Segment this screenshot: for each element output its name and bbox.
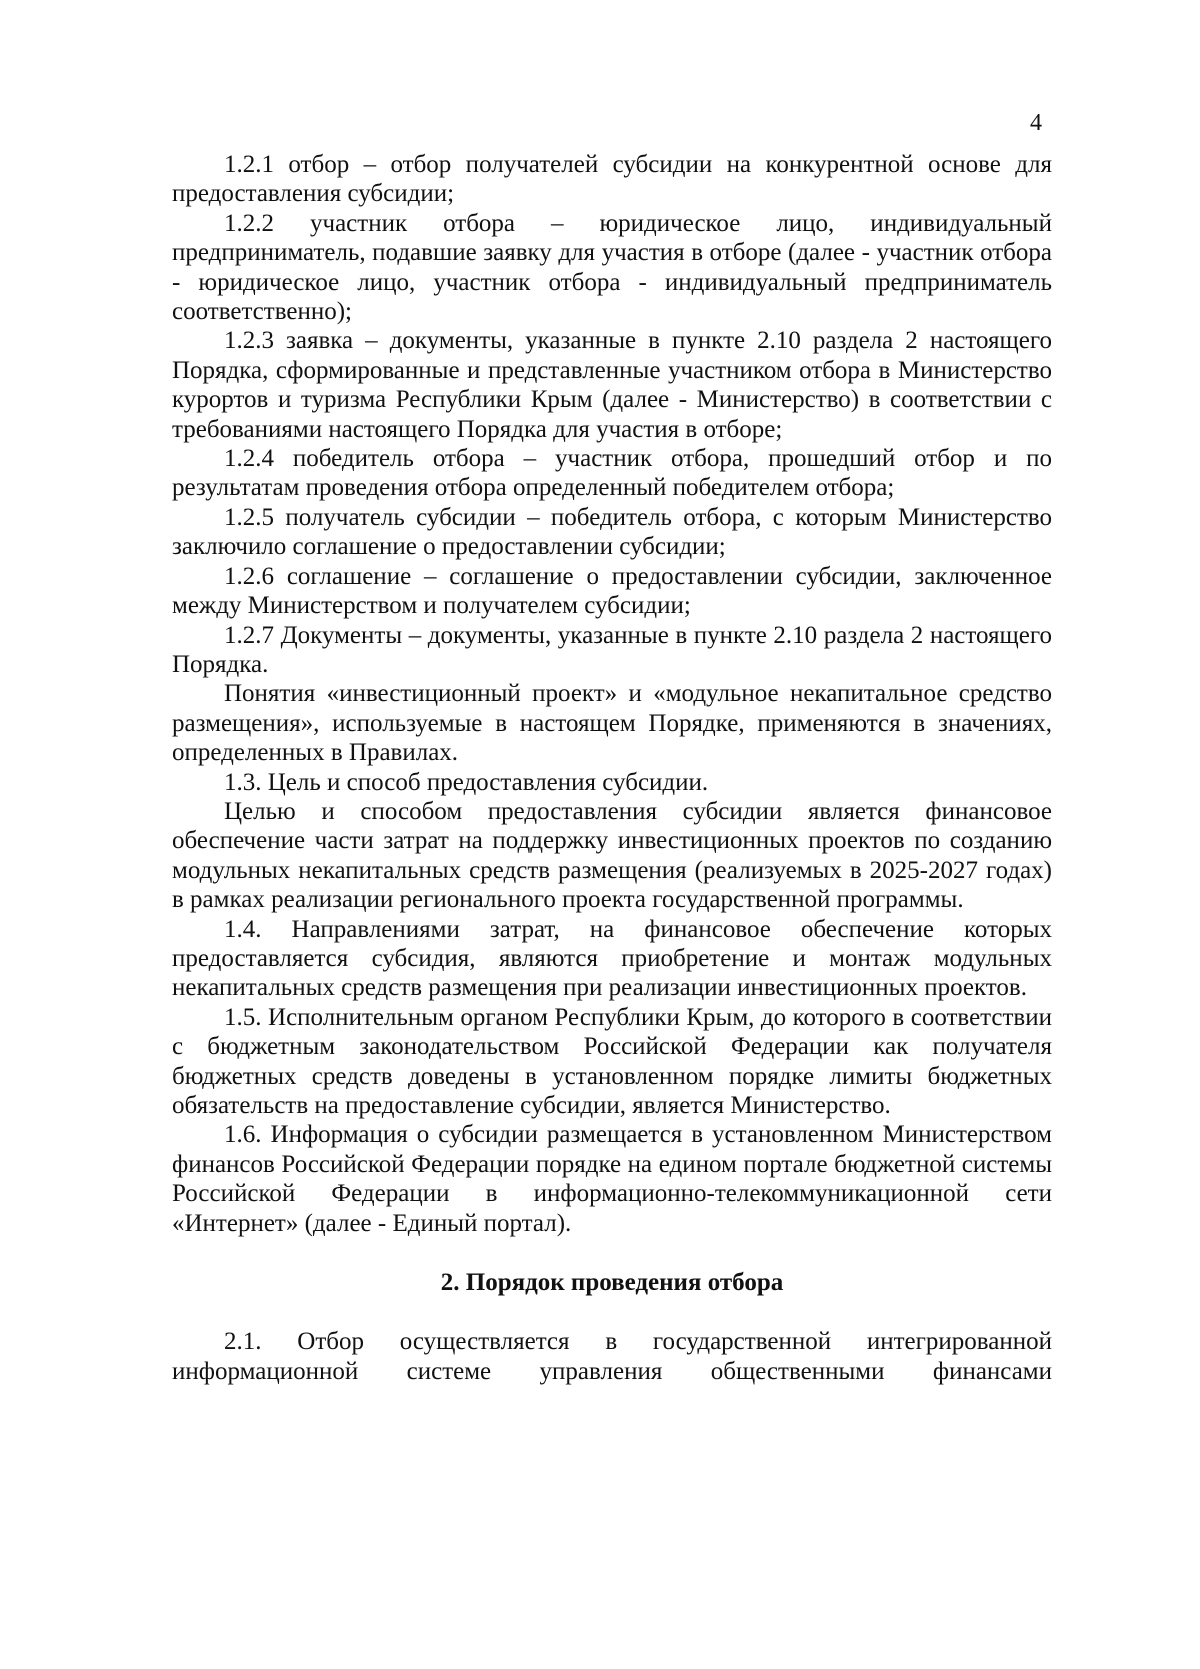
page-number: 4 xyxy=(1030,110,1042,136)
section-heading: 2. Порядок проведения отбора xyxy=(440,1269,784,1297)
paragraph-1-5: 1.5. Исполнительным органом Республики Крым, до которого в соответствии с бюджетным законодательством Российской Федерации как получателя бюджетных средств доведены в установленном порядке лимиты бюджетных обязательств на предоставление субсидии, является Министерство. xyxy=(172,1003,1052,1119)
paragraph-1-6: 1.6. Информация о субсидии размещается в установленном Министерством финансов Российской Федерации порядке на едином портале бюджетной системы Российской Федерации в информационно-телекоммуникационной сети «Интернет» (далее - Единый портал). xyxy=(172,1121,1052,1237)
paragraph-1-2-4: 1.2.4 победитель отбора – участник отбора, прошедший отбор и по результатам проведения отбора определенный победителем отбора; xyxy=(172,445,1052,502)
paragraph-1-2-3: 1.2.3 заявка – документы, указанные в пункте 2.10 раздела 2 настоящего Порядка, сформированные и представленные участником отбора в Министерство курортов и туризма Республики Крым (далее - Министерство) в соответствии с требованиями настоящего Порядка для участия в отборе; xyxy=(172,327,1052,443)
paragraph-goal: Целью и способом предоставления субсидии является финансовое обеспечение части затрат на поддержку инвестиционных проектов по созданию модульных некапитальных средств размещения (реализуемых в 2025-2027 годах) в рамках реализации регионального проекта государственной программы. xyxy=(172,797,1052,914)
paragraph-concepts: Понятия «инвестиционный проект» и «модульное некапитальное средство размещения», используемые в настоящем Порядке, применяются в значениях, определенных в Правилах. xyxy=(172,680,1052,767)
document-body xyxy=(172,150,1052,1386)
paragraph-1-4: 1.4. Направлениями затрат, на финансовое обеспечение которых предоставляется субсидия, являются приобретение и монтаж модульных некапитальных средств размещения при реализации инвестиционных проектов. xyxy=(172,915,1052,1002)
paragraph-1-2-1: 1.2.1 отбор – отбор получателей субсидии на конкурентной основе для предоставления субсидии; xyxy=(172,151,1052,208)
paragraph-2-1: 2.1. Отбор осуществляется в государственной интегрированной информационной системе управления общественными финансами xyxy=(172,1328,1052,1385)
paragraph-1-2-2: 1.2.2 участник отбора – юридическое лицо, индивидуальный предприниматель, подавшие заявку для участия в отборе (далее - участник отбора - юридическое лицо, участник отбора - индивидуальный предприниматель соответственно); xyxy=(172,209,1052,326)
paragraph-1-2-5: 1.2.5 получатель субсидии – победитель отбора, с которым Министерство заключило соглашение о предоставлении субсидии; xyxy=(172,503,1052,561)
paragraph-1-2-7: 1.2.7 Документы – документы, указанные в пункте 2.10 раздела 2 настоящего Порядка. xyxy=(172,621,1052,678)
paragraph-1-2-6: 1.2.6 соглашение – соглашение о предоставлении субсидии, заключенное между Министерством и получателем субсидии; xyxy=(172,562,1052,620)
paragraph-1-3: 1.3. Цель и способ предоставления субсидии. xyxy=(224,768,709,796)
